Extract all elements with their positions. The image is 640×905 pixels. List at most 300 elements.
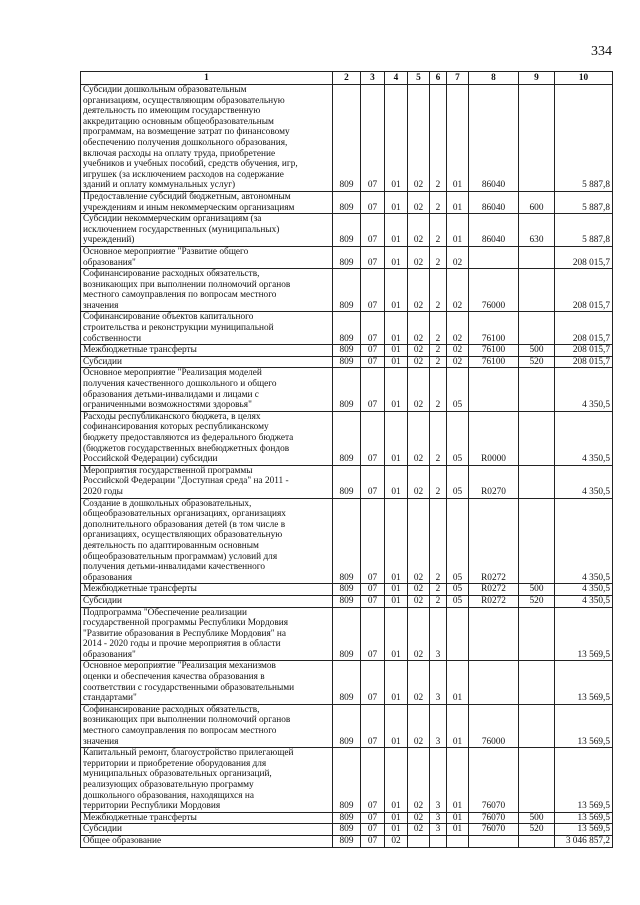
cell-col-7: 02 xyxy=(447,356,469,368)
cell-col-4: 01 xyxy=(385,824,408,836)
cell-col-8: 76070 xyxy=(469,748,519,813)
cell-col-5 xyxy=(408,835,430,847)
cell-col-9 xyxy=(519,269,555,312)
row-name-line: учебников и учебных пособий, средств обучения, игр, xyxy=(83,159,298,170)
table-row xyxy=(81,661,613,704)
cell-col-6: 3 xyxy=(430,824,447,836)
cell-col-9 xyxy=(519,835,555,847)
cell-col-6: 2 xyxy=(430,246,447,268)
cell-col-10: 5 887,8 xyxy=(555,214,613,247)
table-row xyxy=(81,356,613,368)
cell-col-2: 809 xyxy=(333,368,361,411)
row-name-line: образования" xyxy=(83,257,136,268)
table-row xyxy=(81,498,613,584)
cell-col-10: 3 046 857,2 xyxy=(555,835,613,847)
row-name-line: деятельность по адаптированным основным xyxy=(83,540,259,551)
row-name-line: Российской Федерации "Доступная среда" на 2011 - xyxy=(83,476,289,487)
column-header-9: 9 xyxy=(519,72,555,85)
cell-col-8: 86040 xyxy=(469,214,519,247)
cell-col-4: 01 xyxy=(385,748,408,813)
row-name-cell xyxy=(81,85,333,192)
cell-col-9: 520 xyxy=(519,595,555,607)
table-row xyxy=(81,595,613,607)
row-name-line: Софинансирование расходных обязательств, xyxy=(83,269,260,280)
row-name-line: учреждениям и иным некоммерческим организациям xyxy=(83,202,295,213)
cell-col-2: 809 xyxy=(333,748,361,813)
row-name-line: учреждений) xyxy=(83,235,135,246)
cell-col-3: 07 xyxy=(361,269,385,312)
row-name-line: Субсидии некоммерческим организациям (за xyxy=(83,214,262,225)
row-name-cell xyxy=(81,269,333,312)
row-name-line: Предоставление субсидий бюджетным, автономным xyxy=(83,191,291,202)
cell-col-10: 5 887,8 xyxy=(555,85,613,192)
cell-col-2: 809 xyxy=(333,356,361,368)
cell-col-9: 520 xyxy=(519,824,555,836)
cell-col-8: 76100 xyxy=(469,312,519,345)
cell-col-5: 02 xyxy=(408,607,430,661)
cell-col-4: 01 xyxy=(385,595,408,607)
row-name-cell xyxy=(81,214,333,247)
row-name-line: оценки и обеспечения качества образования в xyxy=(83,672,265,683)
row-name-line: (бюджетов государственных внебюджетных фондов xyxy=(83,443,290,454)
row-name-line: муниципальных образовательных организаций, xyxy=(83,769,272,780)
cell-col-7: 01 xyxy=(447,661,469,704)
cell-col-8: 76070 xyxy=(469,812,519,824)
cell-col-2: 809 xyxy=(333,607,361,661)
cell-col-8 xyxy=(469,246,519,268)
row-name-line: обеспечению получения дошкольного образования, xyxy=(83,137,288,148)
row-name-line: образования детьми-инвалидами и лицами с xyxy=(83,389,259,400)
cell-col-8: 76100 xyxy=(469,345,519,357)
cell-col-5: 02 xyxy=(408,824,430,836)
page-number: 334 xyxy=(591,44,612,59)
cell-col-9 xyxy=(519,368,555,411)
cell-col-3: 07 xyxy=(361,368,385,411)
cell-col-6: 2 xyxy=(430,465,447,498)
cell-col-6: 2 xyxy=(430,312,447,345)
row-name-line: Расходы республиканского бюджета, в целях xyxy=(83,411,261,422)
cell-col-6: 3 xyxy=(430,661,447,704)
row-name-line: получения детьми-инвалидами качественного xyxy=(83,562,265,573)
cell-col-3: 07 xyxy=(361,246,385,268)
cell-col-9: 600 xyxy=(519,191,555,213)
row-name-line: значения xyxy=(83,736,119,747)
row-name-line: бюджету предоставляются из федерального бюджета xyxy=(83,433,294,443)
cell-col-8: R0270 xyxy=(469,465,519,498)
cell-col-2: 809 xyxy=(333,584,361,596)
row-name-line: Капитальный ремонт, благоустройство прилегающей xyxy=(83,748,294,759)
cell-col-2: 809 xyxy=(333,85,361,192)
cell-col-2: 809 xyxy=(333,312,361,345)
row-name-line: Субсидии xyxy=(83,356,123,367)
table-row xyxy=(81,465,613,498)
cell-col-6: 2 xyxy=(430,356,447,368)
cell-col-3: 07 xyxy=(361,607,385,661)
row-name-line: территории Республики Мордовия xyxy=(83,801,221,812)
table-row xyxy=(81,824,613,836)
row-name-line: Межбюджетные трансферты xyxy=(83,584,197,595)
cell-col-10: 208 015,7 xyxy=(555,312,613,345)
cell-col-10: 4 350,5 xyxy=(555,595,613,607)
row-name-line: Субсидии xyxy=(83,824,123,835)
cell-col-10: 4 350,5 xyxy=(555,498,613,584)
cell-col-6: 2 xyxy=(430,595,447,607)
cell-col-7 xyxy=(447,607,469,661)
cell-col-2: 809 xyxy=(333,498,361,584)
cell-col-6: 2 xyxy=(430,345,447,357)
cell-col-8: 76070 xyxy=(469,824,519,836)
row-name-line: исключением государственных (муниципальных) xyxy=(83,224,280,235)
row-name-line: Мероприятия государственной программы xyxy=(83,465,253,476)
cell-col-7: 05 xyxy=(447,595,469,607)
row-name-line: строительства и реконструкции муниципальной xyxy=(83,323,274,334)
table-row xyxy=(81,85,613,192)
cell-col-4: 01 xyxy=(385,246,408,268)
cell-col-5: 02 xyxy=(408,704,430,747)
cell-col-7: 05 xyxy=(447,411,469,465)
cell-col-5: 02 xyxy=(408,85,430,192)
row-name-cell xyxy=(81,356,333,368)
table-row xyxy=(81,748,613,813)
cell-col-4: 01 xyxy=(385,704,408,747)
budget-table xyxy=(80,71,613,848)
cell-col-8: 86040 xyxy=(469,85,519,192)
cell-col-3: 07 xyxy=(361,584,385,596)
cell-col-6: 2 xyxy=(430,269,447,312)
table-row xyxy=(81,269,613,312)
cell-col-3: 07 xyxy=(361,661,385,704)
cell-col-3: 07 xyxy=(361,356,385,368)
row-name-line: получения качественного дошкольного и общего xyxy=(83,379,277,390)
cell-col-10: 4 350,5 xyxy=(555,584,613,596)
cell-col-7: 02 xyxy=(447,246,469,268)
cell-col-3: 07 xyxy=(361,595,385,607)
cell-col-8: 76100 xyxy=(469,356,519,368)
cell-col-9: 500 xyxy=(519,345,555,357)
cell-col-4: 01 xyxy=(385,607,408,661)
cell-col-2: 809 xyxy=(333,835,361,847)
cell-col-7: 01 xyxy=(447,704,469,747)
cell-col-10: 4 350,5 xyxy=(555,465,613,498)
cell-col-2: 809 xyxy=(333,345,361,357)
cell-col-3: 07 xyxy=(361,835,385,847)
row-name-cell xyxy=(81,704,333,747)
cell-col-10: 13 569,5 xyxy=(555,661,613,704)
cell-col-7: 05 xyxy=(447,465,469,498)
column-header-2: 2 xyxy=(333,72,361,85)
row-name-line: Субсидии xyxy=(83,595,123,606)
column-header-1: 1 xyxy=(81,72,333,85)
row-name-line: зданий и оплату коммунальных услуг) xyxy=(83,180,236,191)
cell-col-2: 809 xyxy=(333,824,361,836)
cell-col-2: 809 xyxy=(333,661,361,704)
cell-col-9 xyxy=(519,465,555,498)
cell-col-5: 02 xyxy=(408,411,430,465)
row-name-line: ограниченными возможностями здоровья" xyxy=(83,400,252,411)
row-name-line: включая расходы на оплату труда, приобретение xyxy=(83,148,276,159)
cell-col-5: 02 xyxy=(408,661,430,704)
row-name-line: игрушек (за исключением расходов на содержание xyxy=(83,169,284,180)
cell-col-5: 02 xyxy=(408,214,430,247)
cell-col-4: 01 xyxy=(385,812,408,824)
cell-col-4: 01 xyxy=(385,465,408,498)
cell-col-4: 02 xyxy=(385,835,408,847)
cell-col-4: 01 xyxy=(385,368,408,411)
cell-col-8 xyxy=(469,835,519,847)
cell-col-3: 07 xyxy=(361,498,385,584)
column-header-7: 7 xyxy=(447,72,469,85)
row-name-line: софинансирования которых республиканскому xyxy=(83,422,269,433)
cell-col-8: R0272 xyxy=(469,584,519,596)
cell-col-9 xyxy=(519,246,555,268)
cell-col-7: 01 xyxy=(447,812,469,824)
cell-col-3: 07 xyxy=(361,85,385,192)
cell-col-2: 809 xyxy=(333,812,361,824)
row-name-line: местного самоуправления по вопросам местного xyxy=(83,290,277,301)
row-name-cell xyxy=(81,246,333,268)
cell-col-5: 02 xyxy=(408,812,430,824)
cell-col-2: 809 xyxy=(333,411,361,465)
row-name-cell xyxy=(81,835,333,847)
cell-col-9 xyxy=(519,607,555,661)
cell-col-9 xyxy=(519,411,555,465)
row-name-line: Основное мероприятие "Развитие общего xyxy=(83,246,249,257)
cell-col-9: 630 xyxy=(519,214,555,247)
row-name-line: Субсидии дошкольным образовательным xyxy=(83,85,247,95)
cell-col-5: 02 xyxy=(408,345,430,357)
row-name-line: стандартами" xyxy=(83,693,137,704)
cell-col-3: 07 xyxy=(361,411,385,465)
row-name-cell xyxy=(81,748,333,813)
cell-col-7: 05 xyxy=(447,368,469,411)
table-row xyxy=(81,607,613,661)
cell-col-6: 3 xyxy=(430,607,447,661)
cell-col-3: 07 xyxy=(361,748,385,813)
cell-col-8: 76000 xyxy=(469,704,519,747)
cell-col-10: 4 350,5 xyxy=(555,368,613,411)
cell-col-7: 05 xyxy=(447,584,469,596)
cell-col-4: 01 xyxy=(385,191,408,213)
cell-col-8: R0272 xyxy=(469,595,519,607)
cell-col-7: 01 xyxy=(447,214,469,247)
cell-col-8: 76000 xyxy=(469,269,519,312)
cell-col-7: 01 xyxy=(447,191,469,213)
row-name-line: образования" xyxy=(83,649,136,660)
cell-col-6: 2 xyxy=(430,191,447,213)
table-body xyxy=(81,85,613,848)
cell-col-3: 07 xyxy=(361,824,385,836)
table-row xyxy=(81,368,613,411)
cell-col-9 xyxy=(519,704,555,747)
row-name-cell xyxy=(81,411,333,465)
cell-col-3: 07 xyxy=(361,214,385,247)
cell-col-6: 2 xyxy=(430,214,447,247)
cell-col-9: 520 xyxy=(519,356,555,368)
cell-col-10: 5 887,8 xyxy=(555,191,613,213)
cell-col-3: 07 xyxy=(361,345,385,357)
cell-col-10: 13 569,5 xyxy=(555,748,613,813)
cell-col-5: 02 xyxy=(408,312,430,345)
cell-col-4: 01 xyxy=(385,356,408,368)
table-row xyxy=(81,704,613,747)
cell-col-3: 07 xyxy=(361,312,385,345)
cell-col-10: 13 569,5 xyxy=(555,812,613,824)
cell-col-8: R0000 xyxy=(469,411,519,465)
cell-col-3: 07 xyxy=(361,704,385,747)
row-name-line: соответствии с государственными образовательными xyxy=(83,682,295,693)
cell-col-7: 05 xyxy=(447,498,469,584)
cell-col-7: 01 xyxy=(447,824,469,836)
cell-col-8: R0272 xyxy=(469,498,519,584)
cell-col-8: 86040 xyxy=(469,191,519,213)
cell-col-2: 809 xyxy=(333,704,361,747)
row-name-line: государственной программы Республики Мордовия xyxy=(83,618,288,629)
cell-col-5: 02 xyxy=(408,368,430,411)
table-row xyxy=(81,835,613,847)
cell-col-9 xyxy=(519,312,555,345)
row-name-line: реализующих образовательную программу xyxy=(83,780,254,790)
cell-col-2: 809 xyxy=(333,246,361,268)
row-name-cell xyxy=(81,191,333,213)
row-name-cell xyxy=(81,498,333,584)
row-name-line: организациях, осуществляющих образовательную xyxy=(83,530,283,541)
cell-col-5: 02 xyxy=(408,595,430,607)
row-name-line: аккредитацию основным общеобразовательным xyxy=(83,116,274,127)
row-name-line: дополнительного образования детей (в том числе в xyxy=(83,519,286,530)
table-row xyxy=(81,345,613,357)
cell-col-6 xyxy=(430,835,447,847)
cell-col-7: 01 xyxy=(447,748,469,813)
cell-col-2: 809 xyxy=(333,465,361,498)
row-name-line: 2014 - 2020 годы и прочие мероприятия в области xyxy=(83,639,281,650)
row-name-line: организациям, осуществляющим образовательную xyxy=(83,95,285,106)
cell-col-7: 02 xyxy=(447,345,469,357)
cell-col-5: 02 xyxy=(408,584,430,596)
cell-col-6: 2 xyxy=(430,498,447,584)
cell-col-9: 500 xyxy=(519,812,555,824)
row-name-cell xyxy=(81,312,333,345)
row-name-line: Основное мероприятие "Реализация механизмов xyxy=(83,661,276,672)
column-header-6: 6 xyxy=(430,72,447,85)
row-name-cell xyxy=(81,607,333,661)
row-name-line: "Развитие образования в Республике Мордовия" на xyxy=(83,628,287,639)
column-header-5: 5 xyxy=(408,72,430,85)
cell-col-4: 01 xyxy=(385,345,408,357)
cell-col-10: 208 015,7 xyxy=(555,345,613,357)
cell-col-4: 01 xyxy=(385,661,408,704)
cell-col-8 xyxy=(469,368,519,411)
table-row xyxy=(81,214,613,247)
cell-col-9 xyxy=(519,748,555,813)
row-name-line: Межбюджетные трансферты xyxy=(83,345,197,356)
column-header-8: 8 xyxy=(469,72,519,85)
row-name-line: Создание в дошкольных образовательных, xyxy=(83,498,252,509)
row-name-line: 2020 годы xyxy=(83,486,123,497)
row-name-line: Основное мероприятие "Реализация моделей xyxy=(83,368,262,379)
row-name-line: Общее образование xyxy=(83,835,162,846)
row-name-line: Межбюджетные трансферты xyxy=(83,812,197,823)
row-name-cell xyxy=(81,595,333,607)
row-name-cell xyxy=(81,812,333,824)
column-header-10: 10 xyxy=(555,72,613,85)
column-header-3: 3 xyxy=(361,72,385,85)
cell-col-2: 809 xyxy=(333,269,361,312)
cell-col-4: 01 xyxy=(385,498,408,584)
cell-col-10: 208 015,7 xyxy=(555,269,613,312)
cell-col-3: 07 xyxy=(361,812,385,824)
cell-col-3: 07 xyxy=(361,191,385,213)
cell-col-2: 809 xyxy=(333,595,361,607)
row-name-line: общеобразовательным программам) условий для xyxy=(83,551,278,562)
row-name-line: образования xyxy=(83,572,133,583)
row-name-cell xyxy=(81,661,333,704)
cell-col-6: 2 xyxy=(430,368,447,411)
cell-col-7: 02 xyxy=(447,312,469,345)
cell-col-9 xyxy=(519,498,555,584)
table-row xyxy=(81,246,613,268)
cell-col-10: 208 015,7 xyxy=(555,356,613,368)
table-row xyxy=(81,191,613,213)
cell-col-5: 02 xyxy=(408,748,430,813)
cell-col-9 xyxy=(519,85,555,192)
cell-col-4: 01 xyxy=(385,85,408,192)
cell-col-8 xyxy=(469,661,519,704)
cell-col-10: 13 569,5 xyxy=(555,824,613,836)
cell-col-10: 13 569,5 xyxy=(555,607,613,661)
cell-col-8 xyxy=(469,607,519,661)
cell-col-6: 2 xyxy=(430,85,447,192)
row-name-line: значения xyxy=(83,300,119,311)
cell-col-7 xyxy=(447,835,469,847)
cell-col-4: 01 xyxy=(385,312,408,345)
row-name-line: собственности xyxy=(83,333,142,344)
cell-col-2: 809 xyxy=(333,214,361,247)
row-name-cell xyxy=(81,824,333,836)
cell-col-6: 3 xyxy=(430,748,447,813)
row-name-line: деятельность по имеющим государственную xyxy=(83,106,261,117)
cell-col-9: 500 xyxy=(519,584,555,596)
cell-col-4: 01 xyxy=(385,214,408,247)
row-name-line: возникающих при выполнении полномочий органов xyxy=(83,279,291,290)
column-header-4: 4 xyxy=(385,72,408,85)
row-name-line: дошкольного образования, находящихся на xyxy=(83,790,254,801)
row-name-cell xyxy=(81,345,333,357)
cell-col-7: 02 xyxy=(447,269,469,312)
row-name-line: Софинансирование расходных обязательств, xyxy=(83,704,260,715)
row-name-line: Российской Федерации) субсидии xyxy=(83,454,218,465)
cell-col-10: 4 350,5 xyxy=(555,411,613,465)
cell-col-3: 07 xyxy=(361,465,385,498)
cell-col-5: 02 xyxy=(408,191,430,213)
row-name-line: местного самоуправления по вопросам местного xyxy=(83,726,277,737)
row-name-cell xyxy=(81,465,333,498)
cell-col-6: 2 xyxy=(430,584,447,596)
table-row xyxy=(81,411,613,465)
row-name-line: возникающих при выполнении полномочий органов xyxy=(83,715,291,726)
cell-col-10: 13 569,5 xyxy=(555,704,613,747)
cell-col-10: 208 015,7 xyxy=(555,246,613,268)
row-name-cell xyxy=(81,584,333,596)
row-name-cell xyxy=(81,368,333,411)
cell-col-9 xyxy=(519,661,555,704)
cell-col-6: 3 xyxy=(430,812,447,824)
cell-col-5: 02 xyxy=(408,246,430,268)
cell-col-4: 01 xyxy=(385,411,408,465)
cell-col-7: 01 xyxy=(447,85,469,192)
cell-col-4: 01 xyxy=(385,584,408,596)
cell-col-2: 809 xyxy=(333,191,361,213)
cell-col-5: 02 xyxy=(408,498,430,584)
